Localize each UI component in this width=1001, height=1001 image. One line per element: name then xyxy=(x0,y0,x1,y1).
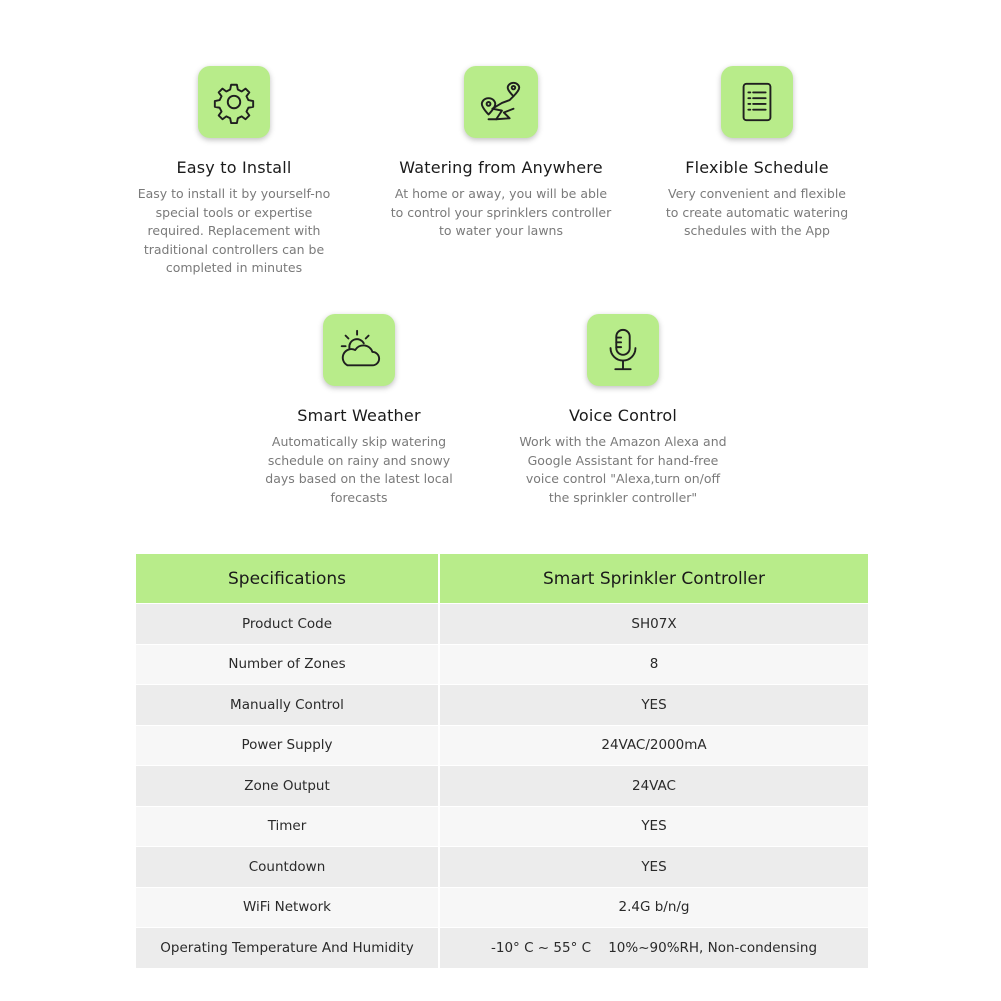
table-row xyxy=(136,766,868,807)
spec-value: YES xyxy=(439,685,868,726)
spec-label: Manually Control xyxy=(136,685,439,726)
spec-label: Power Supply xyxy=(136,725,439,766)
gear-icon xyxy=(211,79,257,125)
spec-label: Operating Temperature And Humidity xyxy=(136,928,439,968)
feature-title: Watering from Anywhere xyxy=(399,158,603,177)
table-row xyxy=(136,806,868,847)
feature-smart-weather xyxy=(244,314,474,507)
spec-value: 2.4G b/n/g xyxy=(439,887,868,928)
table-row xyxy=(136,604,868,645)
feature-description: Work with the Amazon Alexa and Google Assistant for hand-free voice control "Alexa,turn on/off the sprinkler controller" xyxy=(519,434,727,505)
route-map-icon xyxy=(478,79,524,125)
table-row xyxy=(136,644,868,685)
feature-description: Easy to install it by yourself-no special tools or expertise required. Replacement with traditional controllers can be completed in minutes xyxy=(137,186,331,275)
spec-label: Countdown xyxy=(136,847,439,888)
spec-value: 24VAC/2000mA xyxy=(439,725,868,766)
feature-icon-box xyxy=(198,66,270,138)
feature-title: Easy to Install xyxy=(176,158,292,177)
feature-easy-install xyxy=(119,66,349,278)
spec-value: YES xyxy=(439,847,868,888)
spec-value: SH07X xyxy=(439,604,868,645)
spec-label: Zone Output xyxy=(136,766,439,807)
table-row xyxy=(136,725,868,766)
feature-watering-anywhere xyxy=(382,66,620,241)
feature-title: Flexible Schedule xyxy=(685,158,829,177)
spec-label: Product Code xyxy=(136,604,439,645)
spec-label: Number of Zones xyxy=(136,644,439,685)
feature-icon-box xyxy=(323,314,395,386)
table-header-specifications: Specifications xyxy=(136,554,439,604)
feature-icon-box xyxy=(587,314,659,386)
table-header-row xyxy=(136,554,868,604)
specifications-table xyxy=(136,554,868,968)
schedule-list-icon xyxy=(734,79,780,125)
spec-value: -10° C ~ 55° C 10%~90%RH, Non-condensing xyxy=(439,928,868,968)
table-row xyxy=(136,928,868,968)
feature-title: Smart Weather xyxy=(297,406,421,425)
feature-title: Voice Control xyxy=(568,406,678,425)
microphone-icon xyxy=(600,327,646,373)
spec-value: 8 xyxy=(439,644,868,685)
weather-icon xyxy=(336,327,382,373)
feature-description: At home or away, you will be able to control your sprinklers controller to water your lawns xyxy=(390,186,612,238)
table-row xyxy=(136,847,868,888)
spec-label: WiFi Network xyxy=(136,887,439,928)
spec-label: Timer xyxy=(136,806,439,847)
feature-voice-control xyxy=(508,314,738,507)
table-row xyxy=(136,887,868,928)
feature-icon-box xyxy=(464,66,538,138)
table-row xyxy=(136,685,868,726)
spec-value: YES xyxy=(439,806,868,847)
feature-description: Automatically skip watering schedule on rainy and snowy days based on the latest local forecasts xyxy=(265,434,453,505)
spec-value: 24VAC xyxy=(439,766,868,807)
table-header-product: Smart Sprinkler Controller xyxy=(439,554,868,604)
feature-flexible-schedule xyxy=(642,66,872,241)
feature-description: Very convenient and flexible to create automatic watering schedules with the App xyxy=(665,186,849,238)
feature-icon-box xyxy=(721,66,793,138)
